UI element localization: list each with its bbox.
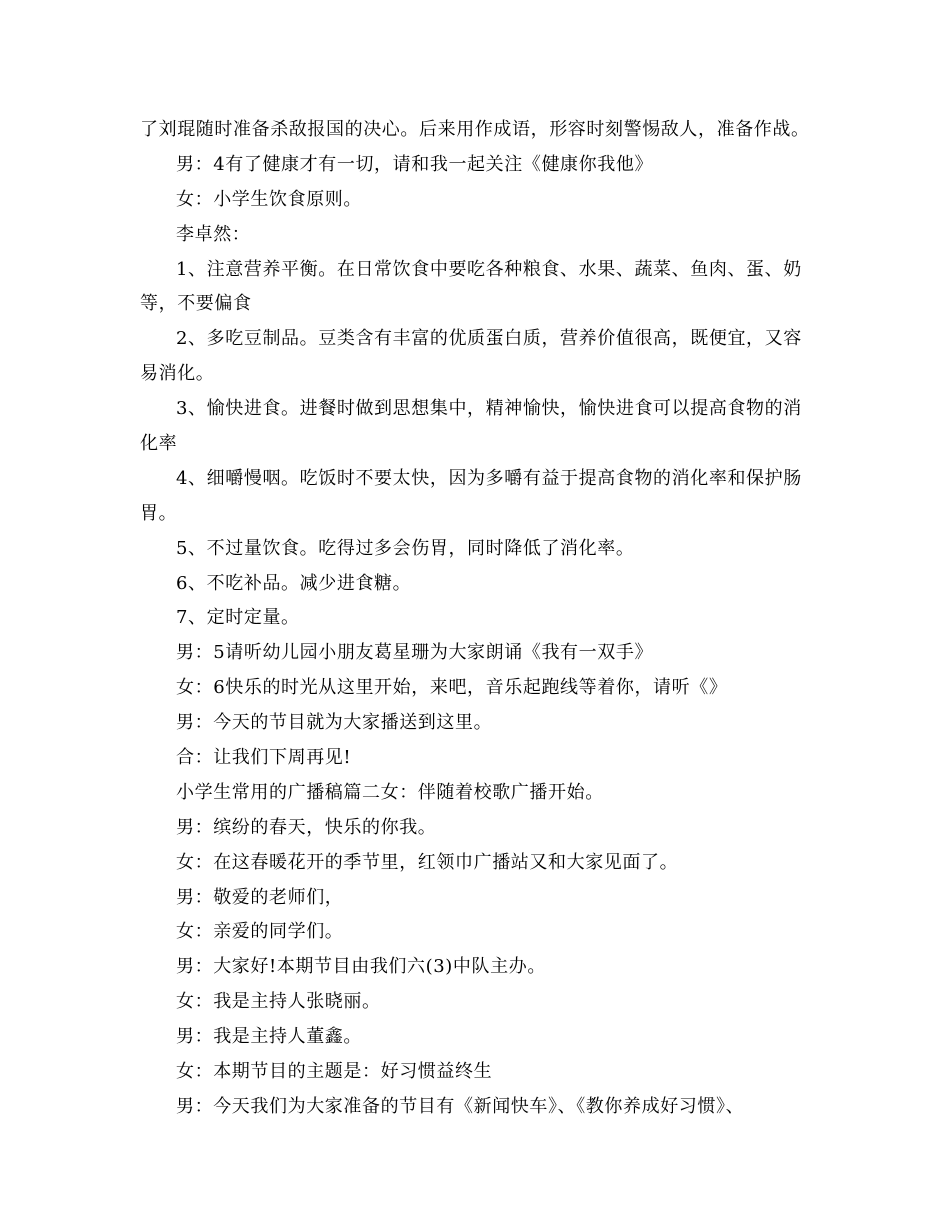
text-line: 化率 bbox=[140, 433, 178, 455]
text-line: 4、细嚼慢咽。吃饭时不要太快，因为多嚼有益于提高食物的消化率和保护肠 bbox=[176, 467, 802, 489]
text-line: 女：亲爱的同学们。 bbox=[176, 921, 344, 943]
text-line: 男：5请听幼儿园小朋友葛星珊为大家朗诵《我有一双手》 bbox=[176, 642, 654, 664]
text-line: 男：大家好!本期节目由我们六(3)中队主办。 bbox=[176, 956, 546, 978]
text-line: 了刘琨随时准备杀敌报国的决心。后来用作成语，形容时刻警惕敌人，准备作战。 bbox=[140, 119, 810, 140]
text-line: 易消化。 bbox=[140, 363, 215, 385]
text-line: 胃。 bbox=[140, 502, 178, 524]
text-line: 男：4有了健康才有一切，请和我一起关注《健康你我他》 bbox=[176, 153, 654, 175]
text-line: 男：今天的节目就为大家播送到这里。 bbox=[176, 712, 493, 734]
text-line: 等，不要偏食 bbox=[140, 293, 252, 315]
text-line: 男：今天我们为大家准备的节目有《新闻快车》、《教你养成好习惯》、 bbox=[176, 1095, 745, 1117]
text-line: 女：我是主持人张晓丽。 bbox=[176, 991, 381, 1013]
text-line: 女：在这春暖花开的季节里，红领巾广播站又和大家见面了。 bbox=[176, 851, 679, 873]
text-line: 男：敬爱的老师们， bbox=[176, 886, 344, 908]
text-line: 李卓然： bbox=[176, 223, 251, 245]
text-line: 女：6快乐的时光从这里开始，来吧，音乐起跑线等着你，请听《》 bbox=[176, 677, 728, 699]
text-line: 7、定时定量。 bbox=[176, 607, 300, 629]
text-line: 女：小学生饮食原则。 bbox=[176, 188, 362, 210]
text-line: 2、多吃豆制品。豆类含有丰富的优质蛋白质，营养价值很高，既便宜，又容 bbox=[176, 328, 802, 350]
text-line: 5、不过量饮食。吃得过多会伤胃，同时降低了消化率。 bbox=[176, 537, 635, 559]
text-line: 男：缤纷的春天，快乐的你我。 bbox=[176, 816, 437, 838]
text-line: 男：我是主持人董鑫。 bbox=[176, 1026, 362, 1048]
text-line: 女：本期节目的主题是：好习惯益终生 bbox=[176, 1061, 493, 1083]
text-line: 合：让我们下周再见! bbox=[176, 747, 352, 769]
text-line: 1、注意营养平衡。在日常饮食中要吃各种粮食、水果、蔬菜、鱼肉、蛋、奶 bbox=[176, 258, 802, 280]
text-line: 3、愉快进食。进餐时做到思想集中，精神愉快，愉快进食可以提高食物的消 bbox=[176, 398, 802, 420]
text-line: 6、不吃补品。减少进食糖。 bbox=[176, 572, 412, 594]
text-line: 小学生常用的广播稿篇二女：伴随着校歌广播开始。 bbox=[176, 781, 604, 803]
document-body bbox=[140, 113, 812, 1125]
